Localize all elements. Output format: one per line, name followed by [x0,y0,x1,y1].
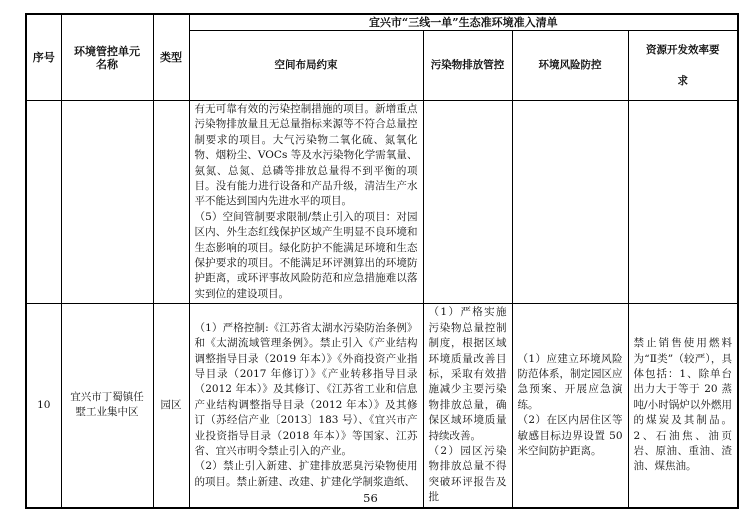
table-title: 宜兴市“三线一单”生态准环境准入清单 [189,14,738,31]
paragraph: （2）园区污染物排放总量不得突破环评报告及批 [428,444,507,504]
col-header-unit-name-label: 环境管控单元名称 [74,44,140,71]
cell-type [153,101,189,304]
paragraph: （1）严格控制:《江苏省太湖水污染防治条例》和《太湖流域管理条例》。禁止引入《产业结构调整指导目录（2019 年本）》《外商投资产业指导目录（2017 年修订）》《产业转移指导目录（2012 年本）》及其修订、《江苏省工业和信息产业结构调整指导目录（2012 年本）》及其修订（苏经信产业〔2013〕183 号）、《宜兴市产业投资指导目录（2018 年本）》等国家、江苏省、宜兴市明令禁止引入的产业。 [194,321,418,457]
col-header-resource [628,31,738,101]
page-number: 56 [363,491,378,505]
paragraph: 禁止销售使用燃料为“Ⅱ类”（较严），具体包括：1、除单台出力大于等于 20 蒸吨/小时锅炉以外燃用的煤炭及其制品。2、石油焦、油页岩、原油、重油、渣油、煤焦油。 [633,337,733,473]
cell-risk-prevention [512,101,628,304]
col-header-type: 类型 [153,14,189,101]
access-list-table [25,13,739,509]
cell-type: 园区 [153,304,189,508]
cell-serial [26,101,61,304]
table-row-10 [26,304,738,508]
col-header-resource-label: 资源开发效率要求 [646,43,720,87]
table-row-continuation [26,101,738,304]
cell-spatial-constraints [189,304,423,508]
cell-unit-name: 宜兴市丁蜀镇任墅工业集中区 [61,304,153,508]
paragraph: （5）空间管制要求限制/禁止引入的项目：对园区内、外生态红线保护区域产生明显不良环境和生态影响的项目。绿化防护不能满足环境和生态保护要求的项目。不能满足环评测算出的环境防护距离，或环评事故风险防范和应急措施难以落实到位的建设项目。 [194,210,418,300]
cell-resource-efficiency [628,304,738,508]
col-header-serial: 序号 [26,14,61,101]
cell-risk-prevention [512,304,628,508]
paragraph: （1）严格实施污染物总量控制制度，根据区域环境质量改善目标，采取有效措施减少主要污染物排放总量，确保区域环境质量持续改善。 [428,306,507,442]
cell-pollutant-control [423,101,512,304]
cell-pollutant-control [423,304,512,508]
cell-serial: 10 [26,304,61,508]
col-header-pollutant: 污染物排放管控 [423,31,512,101]
paragraph: 有无可靠有效的污染控制措施的项目。新增重点污染物排放量且无总量指标来源等不符合总量控制要求的项目。大气污染物二氧化硫、氮氧化物、烟粉尘、VOCs 等及水污染物化学需氧量、氨氮、总氮、总磷等排放总量得不到平衡的项目。没有能力进行设备和产品升级，清洁生产水平不能达到国内先进水平的项目。 [194,103,418,208]
table-header-row-1 [26,14,738,31]
paragraph: （2）在区内居住区等敏感目标边界设置 50 米空间防护距离。 [517,414,623,457]
paragraph: （1）应建立环境风险防范体系，制定园区应急预案、开展应急演练。 [517,352,623,411]
col-header-unit-name [61,14,153,101]
cell-spatial-constraints [189,101,423,304]
paragraph: （2）禁止引入新建、扩建排放恶臭污染物使用的项目。禁止新建、改建、扩建化学制浆造纸、 [194,460,418,488]
cell-resource-efficiency [628,101,738,304]
cell-unit-name [61,101,153,304]
col-header-spatial: 空间布局约束 [189,31,423,101]
col-header-risk: 环境风险防控 [512,31,628,101]
